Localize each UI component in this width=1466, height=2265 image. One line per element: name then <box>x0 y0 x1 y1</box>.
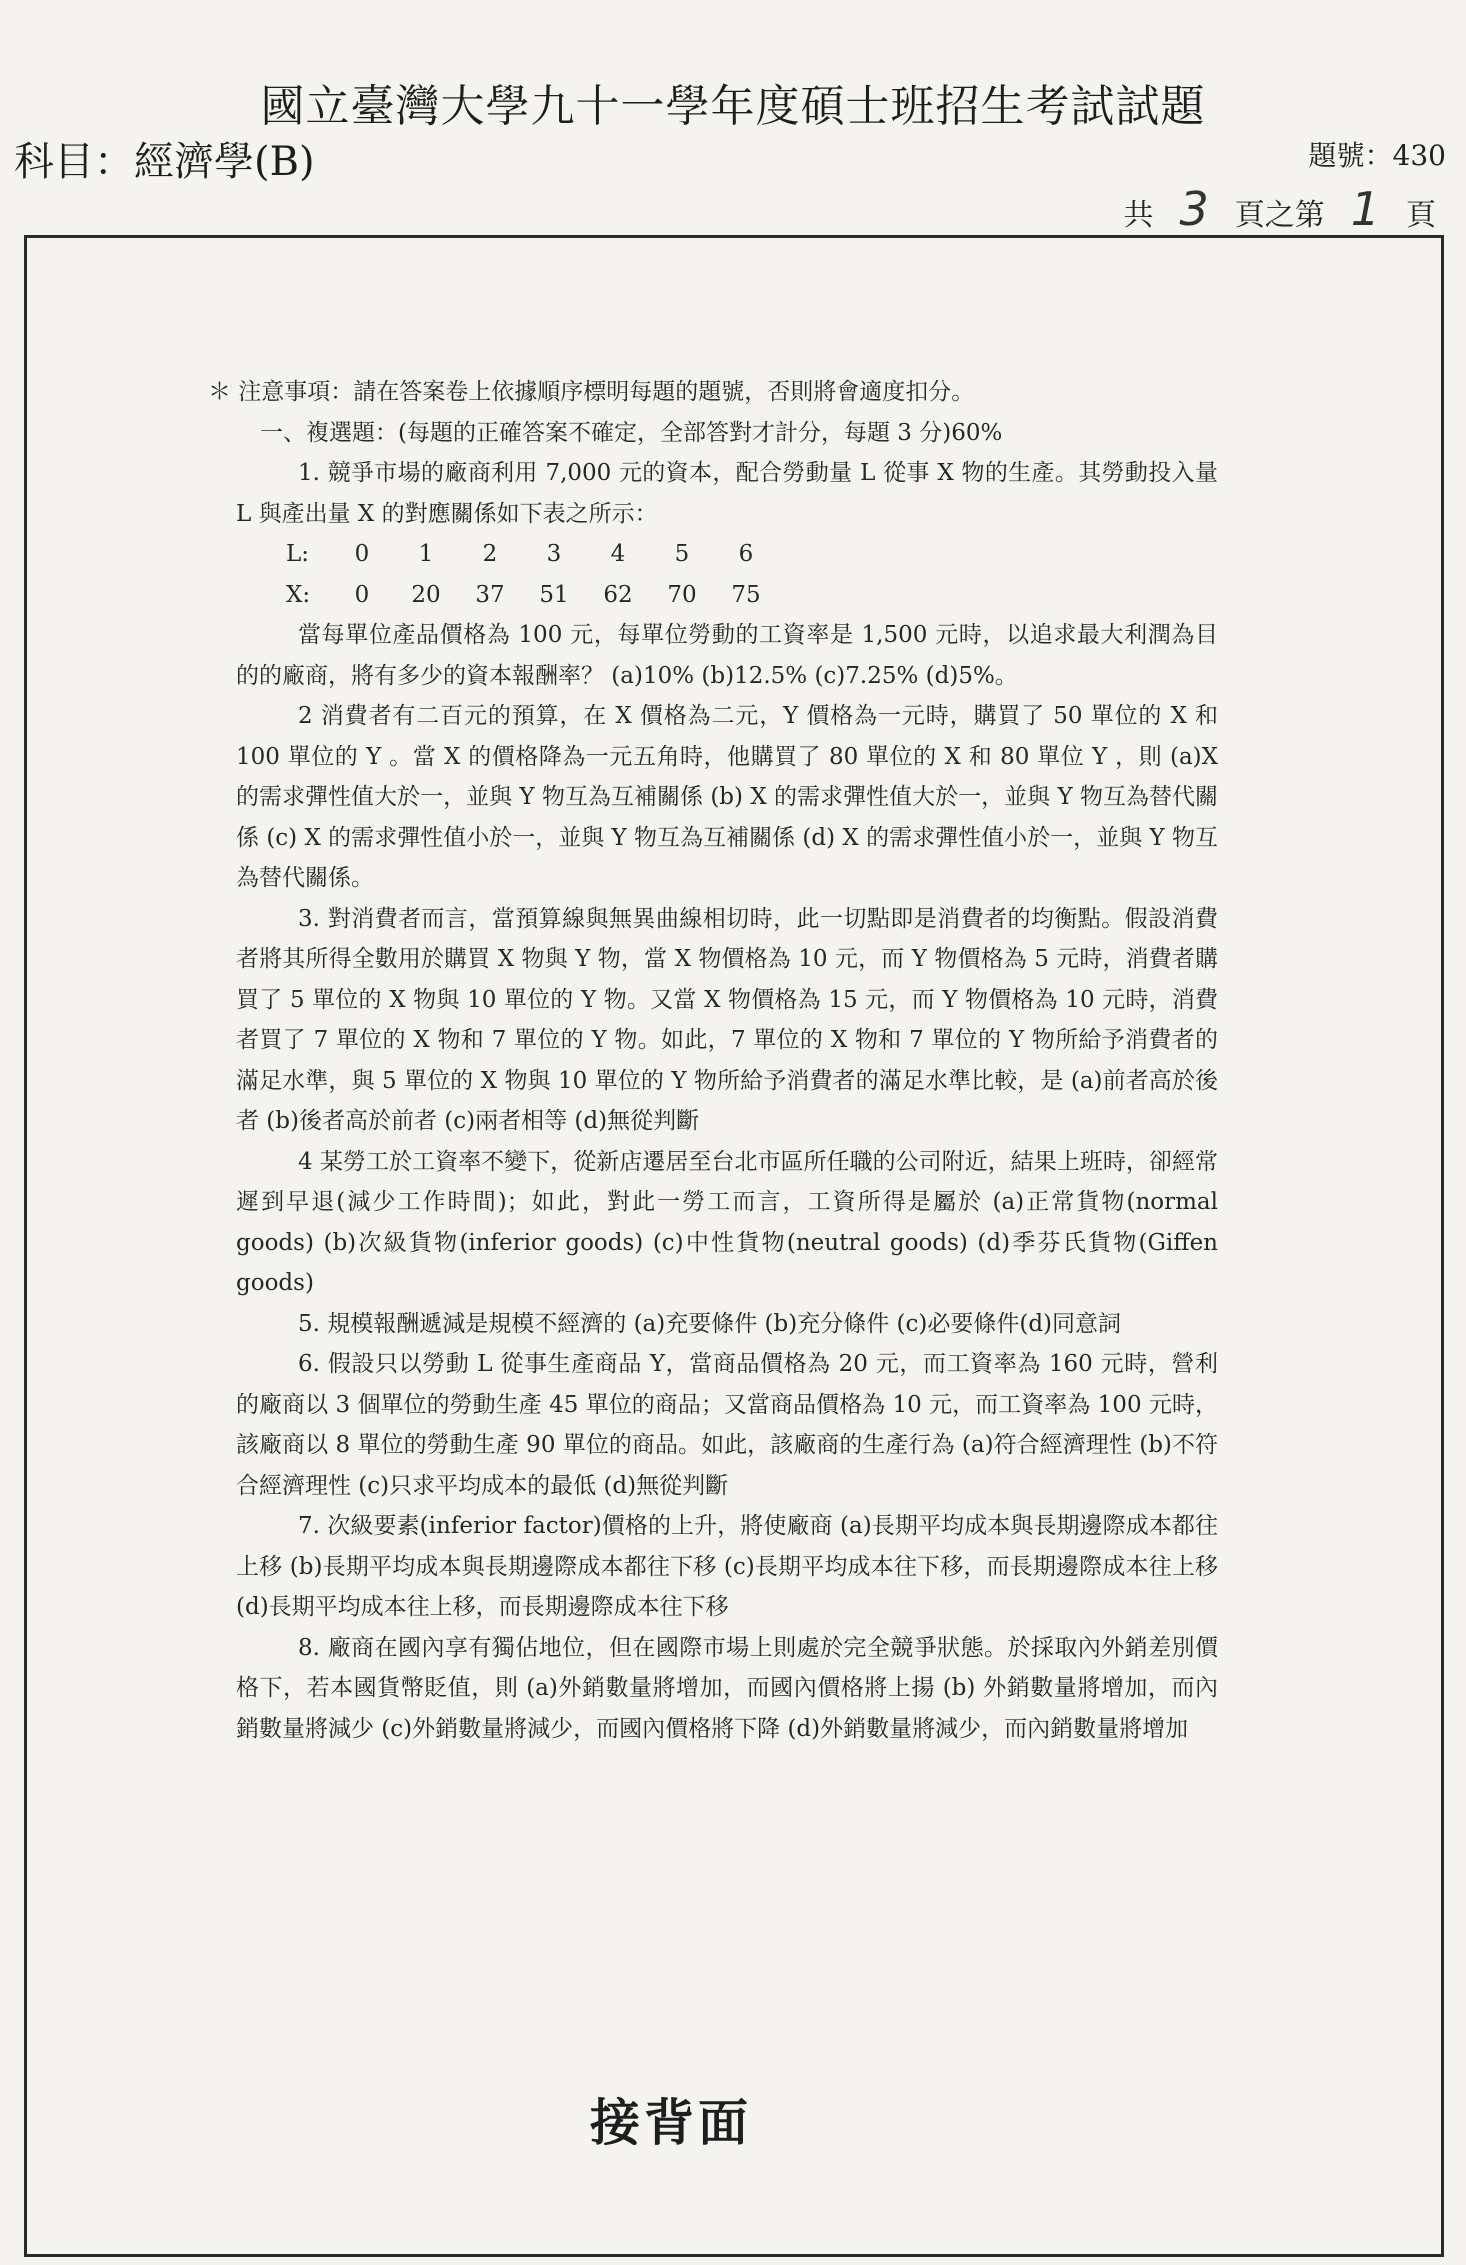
labor-value: 6 <box>738 541 754 567</box>
exam-content <box>208 372 1218 1749</box>
pager-prefix: 共 <box>1123 198 1154 233</box>
output-value: 62 <box>603 581 633 608</box>
output-value: 37 <box>475 581 505 608</box>
question-3: 3. 對消費者而言，當預算線與無異曲線相切時，此一切點即是消費者的均衡點。假設消費者將其所得全數用於購買 X 物與 Y 物，當 X 物價格為 10 元，而 Y 物價格為 5 元時，消費者購買了 5 單位的 X 物與 10 單位的 Y 物。又當 X 物價格為 15 元，而 Y 物價格為 10 元時，消費者買了 7 單位的 X 物和 7 單位的 Y 物。如此，7 單位的 X 物和 7 單位的 Y 物所給予消費者的滿足水準，與 5 單位的 X 物與 10 單位的 Y 物所給予消費者的滿足水準比較，是 (a)前者高於後者 (b)後者高於前者 (c)兩者相等 (d)無從判斷 <box>236 905 1218 1134</box>
subject-label: 科目：經濟學(B) <box>14 139 315 185</box>
labor-label: L: <box>286 541 310 567</box>
question-4: 4 某勞工於工資率不變下，從新店遷居至台北市區所任職的公司附近，結果上班時，卻經常遲到早退(減少工作時間)；如此，對此一勞工而言，工資所得是屬於 (a)正常貨物(normal goods) (b)次級貨物(inferior goods) (c)中性貨物(neutral goods) (d)季芬氏貨物(Giffen goods) <box>236 1148 1218 1296</box>
question-code: 題號：430 <box>1308 139 1446 172</box>
page-indicator <box>1123 182 1436 236</box>
pager-middle: 頁之第 <box>1234 198 1325 233</box>
labor-value: 4 <box>610 541 626 567</box>
question-8: 8. 廠商在國內享有獨佔地位，但在國際市場上則處於完全競爭狀態。於採取內外銷差別價格下，若本國貨幣貶值，則 (a)外銷數量將增加，而國內價格將上揚 (b) 外銷數量將增加，而內銷數量將減少 (c)外銷數量將減少，而國內價格將下降 (d)外銷數量將減少，而內銷數量將增加 <box>236 1634 1218 1742</box>
exam-title: 國立臺灣大學九十一學年度碩士班招生考試試題 <box>260 81 1206 132</box>
question-1-continued: 當每單位產品價格為 100 元，每單位勞動的工資率是 1,500 元時，以追求最大利潤為目的的廠商，將有多少的資本報酬率？ (a)10% (b)12.5% (c)7.25% (d)5%。 <box>236 622 1218 689</box>
labor-value: 1 <box>418 541 434 567</box>
pager-suffix: 頁 <box>1406 198 1436 233</box>
labor-value: 0 <box>354 541 370 567</box>
notice-text: ＊ 注意事項：請在答案卷上依據順序標明每題的題號，否則將會適度扣分。 <box>208 379 975 405</box>
pager-current: 1 <box>1350 182 1380 236</box>
question-6: 6. 假設只以勞動 L 從事生產商品 Y，當商品價格為 20 元，而工資率為 160 元時，營利的廠商以 3 個單位的勞動生產 45 單位的商品；又當商品價格為 10 元，而工資率為 100 元時，該廠商以 8 單位的勞動生產 90 單位的商品。如此，該廠商的生產行為 (a)符合經濟理性 (b)不符合經濟理性 (c)只求平均成本的最低 (d)無從判斷 <box>236 1351 1218 1499</box>
labor-row <box>236 534 1218 575</box>
labor-value: 2 <box>482 541 498 567</box>
output-row <box>236 575 1218 616</box>
pager-total: 3 <box>1179 182 1209 236</box>
labor-value: 3 <box>546 541 562 567</box>
output-value: 51 <box>539 581 569 608</box>
question-5: 5. 規模報酬遞減是規模不經濟的 (a)充要條件 (b)充分條件 (c)必要條件(d)同意詞 <box>298 1310 1122 1337</box>
continue-on-back-note: 接背面 <box>590 2094 752 2152</box>
question-7: 7. 次級要素(inferior factor)價格的上升，將使廠商 (a)長期平均成本與長期邊際成本都往上移 (b)長期平均成本與長期邊際成本都往下移 (c)長期平均成本往下移，而長期邊際成本往上移 (d)長期平均成本往上移，而長期邊際成本往下移 <box>236 1513 1218 1620</box>
output-value: 20 <box>411 581 441 608</box>
question-1-text: 1. 競爭市場的廠商利用 7,000 元的資本，配合勞動量 L 從事 X 物的生產。其勞動投入量 L 與產出量 X 的對應關係如下表之所示： <box>236 460 1218 527</box>
output-value: 70 <box>667 581 697 608</box>
question-2: 2 消費者有二百元的預算，在 X 價格為二元，Y 價格為一元時，購買了 50 單位的 X 和 100 單位的 Y 。當 X 的價格降為一元五角時，他購買了 80 單位的 X 和 80 單位 Y ，則 (a)X 的需求彈性值大於一，並與 Y 物互為互補關係 (b) X 的需求彈性值大於一，並與 Y 物互為替代關係 (c) X 的需求彈性值小於一，並與 Y 物互為互補關係 (d) X 的需求彈性值小於一，並與 Y 物互為替代關係。 <box>236 703 1218 891</box>
output-value: 75 <box>731 581 761 608</box>
output-value: 0 <box>354 581 370 608</box>
labor-value: 5 <box>674 541 690 567</box>
output-label: X: <box>286 581 311 608</box>
section-title: 一、複選題：(每題的正確答案不確定，全部答對才計分，每題 3 分)60% <box>260 419 1003 446</box>
